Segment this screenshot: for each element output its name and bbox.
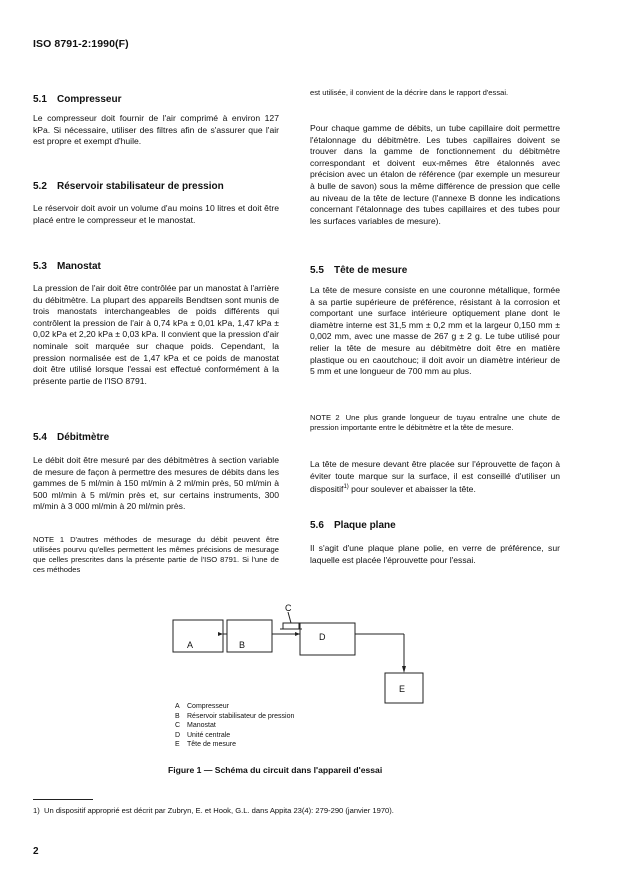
note-1-continued: est utilisée, il convient de la décrire dans le rapport d'essai.: [310, 88, 509, 97]
section-text-5-5: La tête de mesure consiste en une couronne métallique, formée à sa partie supérieure de préférence, résistant à la corrosion et comportant une surface intérieure optiquement plane dont le diamètre interne est 31,5 mm ± 0,2 mm et la largeur 0,150 mm ± 0,002 mm, avec une masse de 267 g ± 2 g. Le tube utilisé pour relier la tête de mesure au débitmètre doit être en matière plastique ou en caoutchouc; il doit avoir un diamètre intérieur de 5 mm et une longueur de 700 mm au plus.: [310, 285, 560, 377]
label-e: E: [399, 684, 406, 694]
section-heading-5-5: 5.5 Tête de mesure: [310, 265, 408, 276]
figure-caption: Figure 1 — Schéma du circuit dans l'appareil d'essai: [168, 765, 383, 775]
label-a: A: [187, 640, 194, 650]
section-text-5-2: Le réservoir doit avoir un volume d'au moins 10 litres et doit être placé entre le compresseur et le manostat.: [33, 203, 279, 225]
section-text-5-3: La pression de l'air doit être contrôlée par un manostat à l'arrière du débitmètre. La plupart des appareils Bendtsen sont munis de trois manostats interchangeables de poids différents qui contrôlent la pression de l'air à 0,74 kPa ± 0,01 kPa, 1,47 kPa ± 0,02 kPa et 2,20 kPa ± 0,03 kPa. Il convient que la pression d'air nominale soit marquée sur chaque poids. Cependant, la pression normalisée est de 1,47 kPa et ce poids de manostat doit être utilisé lorsque l'essai est effectué conformément à la présente partie de l'ISO 8791.: [33, 283, 279, 386]
footnote: 1) Un dispositif approprié est décrit par Zubryn, E. et Hook, G.L. dans Appita 23(4): 279-290 (janvier 1970).: [33, 806, 394, 815]
manostat-body: [283, 623, 299, 629]
section-heading-5-2: 5.2 Réservoir stabilisateur de pression: [33, 181, 224, 192]
label-c: C: [285, 603, 292, 613]
page-number: 2: [33, 846, 39, 857]
arrow-down: [402, 666, 406, 673]
arrow-a: [218, 632, 223, 636]
document-header: ISO 8791-2:1990(F): [33, 38, 129, 50]
section-text-5-6: Il s'agit d'une plaque plane polie, en verre de préférence, sur laquelle est placée l'éprouvette pour l'essai.: [310, 543, 560, 565]
legend-row: C Manostat: [175, 722, 216, 730]
box-central-unit: [300, 623, 355, 655]
legend-row: E Tête de mesure: [175, 741, 237, 749]
box-reservoir: [227, 620, 272, 652]
legend-row: B Réservoir stabilisateur de pression: [175, 712, 295, 720]
label-d: D: [319, 632, 326, 642]
legend-row: D Unité centrale: [175, 731, 231, 739]
footnote-rule: [33, 799, 93, 800]
section-heading-5-1: 5.1 Compresseur: [33, 94, 122, 105]
section-heading-5-4: 5.4 Débitmètre: [33, 432, 110, 443]
note-2: NOTE 2 Une plus grande longueur de tuyau entraîne une chute de pression importante entre le débitmètre et la tête de mesure.: [310, 413, 560, 432]
section-heading-5-6: 5.6 Plaque plane: [310, 520, 396, 531]
section-text-5-4: Le débit doit être mesuré par des débitmètres à section variable de mesure de façon à permettre des mesures de débits dans les gammes de 5 ml/min à 150 ml/min à 2 ml/min près, 50 ml/min à 500 ml/min à 5 ml/min près et, sur certains instruments, 300 ml/min à 3 000 ml/min à 20 ml/min près.: [33, 455, 279, 512]
box-compressor: [173, 620, 223, 652]
section-text-5-5b: La tête de mesure devant être placée sur l'éprouvette de façon à éviter toute marque sur la surface, il est conseillé d'utiliser un dispositif$^{1)}$ pour soulever et abaisser la tête.: [310, 459, 560, 495]
figure-legend: [175, 702, 294, 750]
section-text-5-1: Le compresseur doit fournir de l'air comprimé à environ 127 kPa. Si nécessaire, utiliser des filtres afin de s'assurer que l'air est propre et exempt d'huile.: [33, 113, 279, 147]
section-text-5-4-continued: Pour chaque gamme de débits, un tube capillaire doit permettre l'étalonnage du débitmètre. Les tubes capillaires doivent se trouver dans la gamme de fonctionnement du débitmètre correspondant et doivent eux-mêmes être étalonnés avec précision avec un étalon de référence (par exemple un mesureur à bulle de savon) sous la même différence de pression que celle au niveau de la tête de lecture (l'annexe B donne les indications concernant l'étalonnage des tubes capillaires et des tubes pour les surfaces variables de mesure).: [310, 123, 560, 226]
footnote-ref: 1): [343, 484, 349, 491]
section-heading-5-3: 5.3 Manostat: [33, 261, 101, 272]
label-b: B: [239, 640, 246, 650]
legend-row: A Compresseur: [175, 703, 230, 710]
arrow-b: [295, 632, 300, 636]
note-1: NOTE 1 D'autres méthodes de mesurage du débit peuvent être utilisées pourvu qu'elles permettent les mêmes précisions de mesurage que celles prescrites dans la présente partie de l'ISO 8791. Si l'une de ces méthodes: [33, 535, 279, 574]
manostat-leader: [288, 612, 291, 623]
